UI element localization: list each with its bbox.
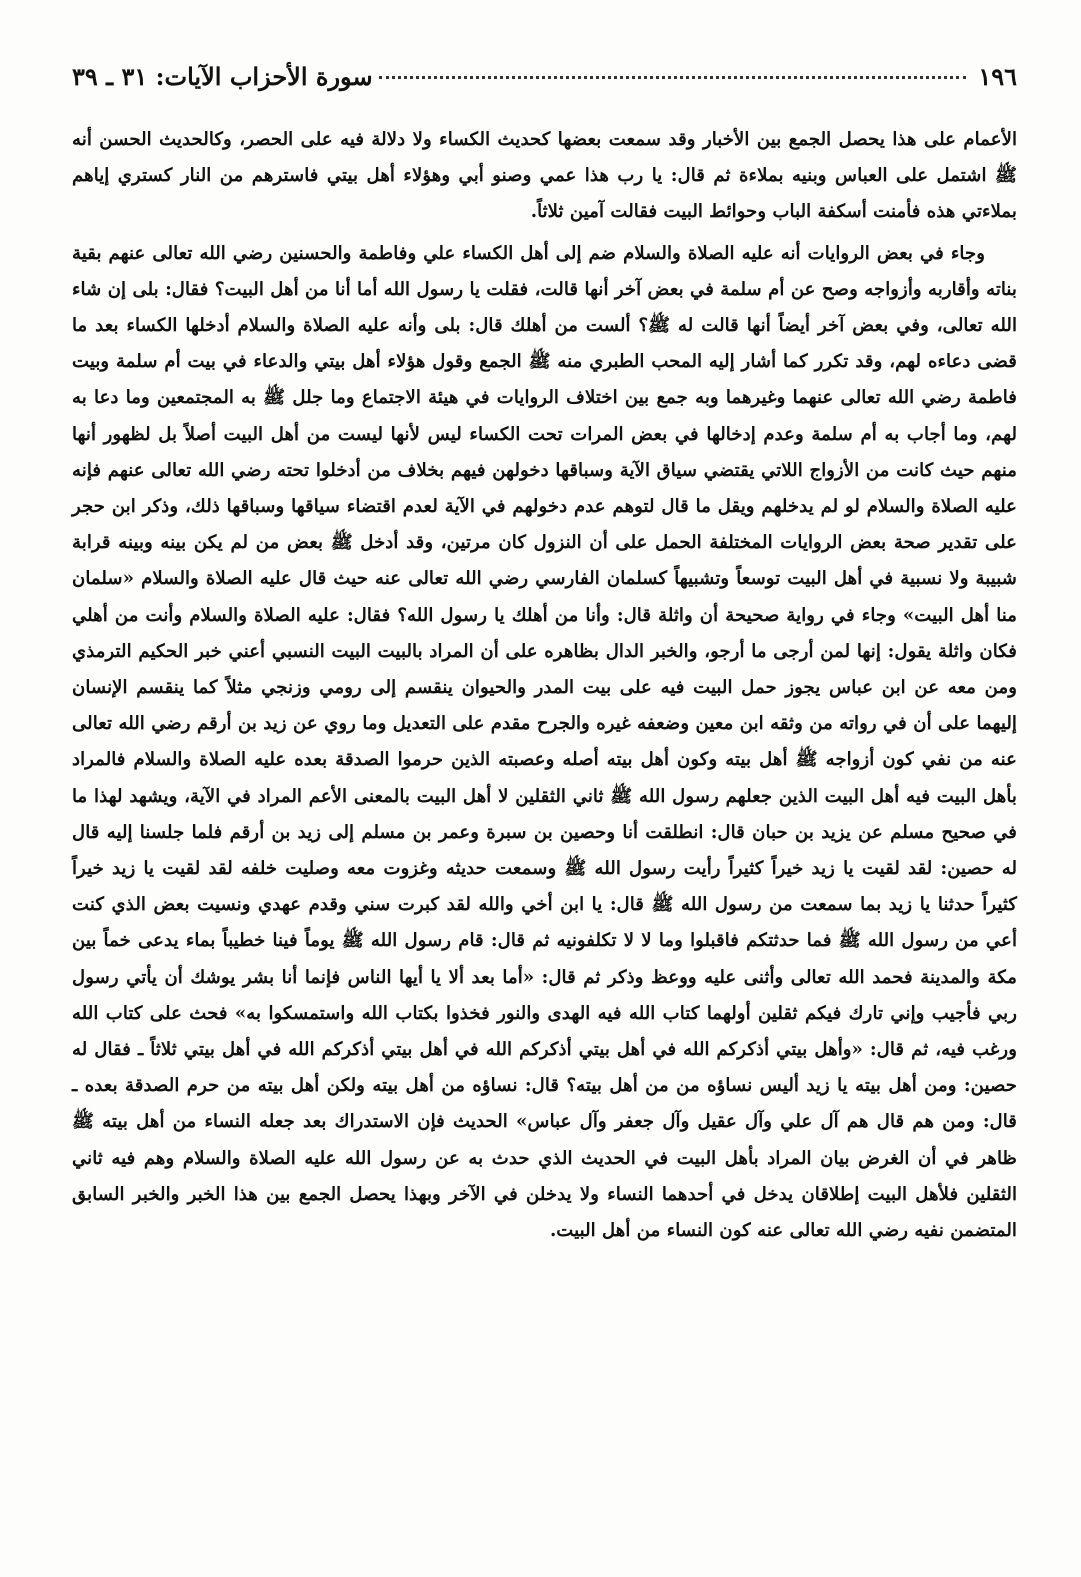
page-header	[72, 62, 1017, 106]
paragraph-2: وجاء في بعض الروايات أنه عليه الصلاة والسلام ضم إلى أهل الكساء علي وفاطمة والحسنين رضي الله تعالى عنهم بقية بناته وأقاربه وأزواجه وصح عن أم سلمة في بعض آخر أنها قالت، فقلت يا رسول الله أما أنا من أهل البيت؟ فقال: بلى إن شاء الله تعالى، وفي بعض آخر أيضاً أنها قالت له ﷺ؟ ألست من أهلك قال: بلى وأنه عليه الصلاة والسلام أدخلها الكساء بعد ما قضى دعاءه لهم، وقد تكرر كما أشار إليه المحب الطبري منه ﷺ الجمع وقول هؤلاء أهل بيتي والدعاء في بيت أم سلمة وبيت فاطمة رضي الله تعالى عنهما وغيرهما وبه جمع بين اختلاف الروايات في هيئة الاجتماع وما جلل ﷺ به المجتمعين وما دعا به لهم، وما أجاب به أم سلمة وعدم إدخالها في بعض المرات تحت الكساء ليس لأنها ليست من أهل البيت أصلاً بل لظهور أنها منهم حيث كانت من الأزواج اللاتي يقتضي سياق الآية وسباقها دخولهن فيهم بخلاف من أدخلوا تحته رضي الله تعالى عنهم فإنه عليه الصلاة والسلام لو لم يدخلهم ويقل ما قال لتوهم عدم دخولهم في الآية لعدم اقتضاء سياقها وسباقها ذلك، وذكر ابن حجر على تقدير صحة بعض الروايات المختلفة الحمل على أن النزول كان مرتين، وقد أدخل ﷺ بعض من لم يكن بينه وبينه قرابة شبيبة ولا نسبية في أهل البيت توسعاً وتشبيهاً كسلمان الفارسي رضي الله تعالى عنه حيث قال عليه الصلاة والسلام «سلمان منا أهل البيت» وجاء في رواية صحيحة أن واثلة قال: وأنا من أهلك يا رسول الله؟ فقال: عليه الصلاة والسلام وأنت من أهلي فكان واثلة يقول: إنها لمن أرجى ما أرجو، والخبر الدال بظاهره على أن المراد بالبيت البيت النسبي أعني خبر الحكيم الترمذي ومن معه عن ابن عباس يجوز حمل البيت فيه على بيت المدر والحيوان ينقسم إلى رومي وزنجي مثلاً كما ينقسم الإنسان إليهما على أن في رواته من وثقه ابن معين وضعفه غيره والجرح مقدم على التعديل وما روي عن زيد بن أرقم رضي الله تعالى عنه من نفي كون أزواجه ﷺ أهل بيته وكون أهل بيته أصله وعصبته الذين حرموا الصدقة بعده عليه الصلاة والسلام فالمراد بأهل البيت فيه أهل البيت الذين جعلهم رسول الله ﷺ ثاني الثقلين لا أهل البيت بالمعنى الأعم المراد في الآية، ويشهد لهذا ما في صحيح مسلم عن يزيد بن حبان قال: انطلقت أنا وحصين بن سبرة وعمر بن مسلم إلى زيد بن أرقم فلما جلسنا إليه قال له حصين: لقد لقيت يا زيد خيراً كثيراً رأيت رسول الله ﷺ وسمعت حديثه وغزوت معه وصليت خلفه لقد لقيت يا زيد خيراً كثيراً حدثنا يا زيد بما سمعت من رسول الله ﷺ قال: يا ابن أخي والله لقد كبرت سني وقدم عهدي ونسيت بعض الذي كنت أعي من رسول الله ﷺ فما حدثتكم فاقبلوا وما لا لا تكلفونيه ثم قال: قام رسول الله ﷺ يوماً فينا خطيباً بماء يدعى خماً بين مكة والمدينة فحمد الله تعالى وأثنى عليه ووعظ وذكر ثم قال: «أما بعد ألا يا أيها الناس فإنما أنا بشر يوشك أن يأتي رسول ربي فأجيب وإني تارك فيكم ثقلين أولهما كتاب الله فيه الهدى والنور فخذوا بكتاب الله واستمسكوا به» فحث على كتاب الله ورغب فيه، ثم قال: «وأهل بيتي أذكركم الله في أهل بيتي أذكركم الله في أهل بيتي أذكركم الله في أهل بيتي ثلاثاً ـ فقال له حصين: ومن أهل بيته يا زيد أليس نساؤه من من أهل بيته؟ قال: نساؤه من أهل بيته ولكن أهل بيته من حرم الصدقة بعده ـ قال: ومن هم قال هم آل علي وآل عقيل وآل جعفر وآل عباس» الحديث فإن الاستدراك بعد جعله النساء من أهل بيته ﷺ ظاهر في أن الغرض بيان المراد بأهل البيت في الحديث الذي حدث به عن رسول الله عليه الصلاة والسلام وهم فيه ثاني الثقلين فلأهل البيت إطلاقان يدخل في أحدهما النساء ولا يدخلن في الآخر وبهذا يحصل الجمع بين هذا الخبر والخبر السابق المتضمن نفيه رضي الله تعالى عنه كون النساء من أهل البيت.	[72, 242, 1017, 1242]
paragraph-1: الأعمام على هذا يحصل الجمع بين الأخبار وقد سمعت بعضها كحديث الكساء ولا دلالة فيه على الحصر، وكالحديث الحسن أنه ﷺ اشتمل على العباس وبنيه بملاءة ثم قال: يا رب هذا عمي وصنو أبي وهؤلاء أهل بيتي فاسترهم من النار كستري إياهم بملاءتي هذه فأمنت أسكفة الباب وحوائط البيت فقالت آمين ثلاثاً.	[72, 129, 1017, 223]
page-number: ١٩٦	[978, 62, 1017, 91]
running-title: سورة الأحزاب الآيات: ٣١ ـ ٣٩	[72, 62, 373, 91]
header-dotted-leader	[379, 76, 967, 79]
body-text	[72, 122, 1017, 1249]
